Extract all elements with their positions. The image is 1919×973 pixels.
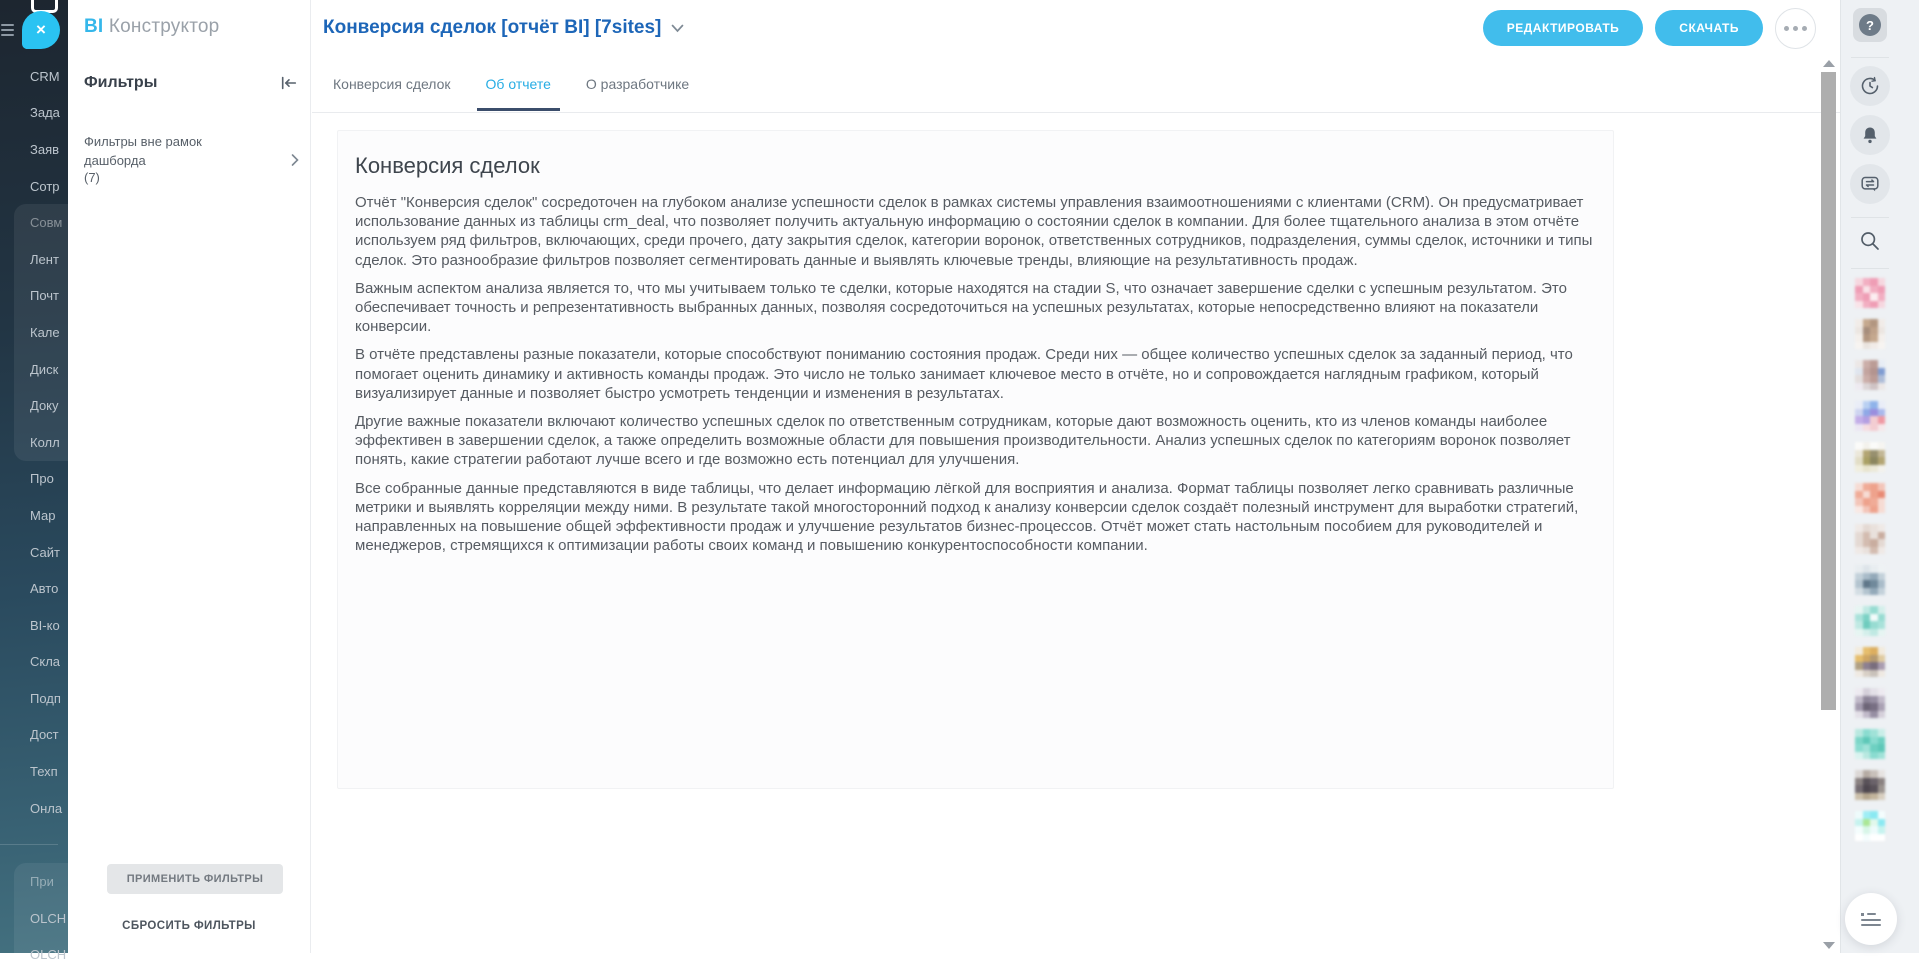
recent-avatars-list xyxy=(1855,278,1885,841)
search-button[interactable] xyxy=(1855,226,1885,256)
sidebar-item[interactable]: Мар xyxy=(30,507,56,523)
help-button[interactable] xyxy=(1853,8,1887,42)
tab-item[interactable]: О разработчике xyxy=(585,76,690,92)
sidebar-item[interactable]: Подп xyxy=(30,690,61,706)
more-actions-button[interactable] xyxy=(1775,8,1816,49)
report-heading: Конверсия сделок xyxy=(355,153,540,178)
list-menu-icon xyxy=(1861,910,1881,929)
help-icon: ? xyxy=(1859,14,1881,36)
sidebar-item[interactable]: При xyxy=(30,874,54,890)
sidebar-item[interactable]: Доку xyxy=(30,398,59,414)
report-paragraph: Отчёт "Конверсия сделок" сосредоточен на глубоком анализе успешности сделок в рамках системы управления взаимоотношениями с клиентами (CRM). Он предусматривает использование данных из таблицы crm_deal, что позволяет получить актуальную информацию о состоянии сделок в компании. Для более тщательного анализа в этом отчёте используем ряд фильтров, включающих, среди прочего, дату закрытия сделок, категории воронок, ответственных сотрудников, подразделения, суммы сделок, источники и типы сделок. Это разнообразие фильтров позволяет сегментировать данные и выявлять ключевые тренды, влияющие на результативность продаж. xyxy=(355,194,1593,269)
chevron-down-icon[interactable] xyxy=(671,24,684,33)
avatar-7[interactable] xyxy=(1855,524,1885,554)
filters-panel-title: Фильтры xyxy=(84,74,158,91)
updates-clock-icon xyxy=(1859,75,1881,97)
sidebar-item[interactable]: OLCH xyxy=(30,910,67,926)
report-paragraphs xyxy=(355,193,1596,555)
bell-icon xyxy=(1860,125,1880,146)
report-title-dropdown[interactable]: Конверсия сделок [отчёт BI] [7sites] xyxy=(323,17,662,38)
sidebar-item[interactable]: Сотр xyxy=(30,178,60,194)
report-card xyxy=(337,130,1614,789)
rail-menu-button[interactable] xyxy=(1845,893,1897,945)
left-app-sidebar xyxy=(0,0,68,963)
main-area xyxy=(312,0,1840,953)
sidebar-divider xyxy=(0,844,58,845)
avatar-10[interactable] xyxy=(1855,647,1885,677)
avatar-3[interactable] xyxy=(1855,360,1885,390)
sidebar-item[interactable]: BI-ко xyxy=(30,617,60,633)
sidebar-item[interactable]: Зада xyxy=(30,105,60,121)
avatar-14[interactable] xyxy=(1855,811,1885,841)
logo-bi: BI xyxy=(84,16,104,37)
sidebar-item[interactable]: Лент xyxy=(30,251,59,267)
rail-divider xyxy=(1851,217,1889,218)
sidebar-item[interactable]: Кале xyxy=(30,324,60,340)
edit-button[interactable]: РЕДАКТИРОВАТЬ xyxy=(1483,10,1644,46)
outer-filters-count: (7) xyxy=(84,170,100,185)
avatar-6[interactable] xyxy=(1855,483,1885,513)
avatar-13[interactable] xyxy=(1855,770,1885,800)
updates-button[interactable] xyxy=(1850,66,1890,106)
notifications-button[interactable] xyxy=(1850,115,1890,155)
avatar-11[interactable] xyxy=(1855,688,1885,718)
sidebar-item[interactable]: Скла xyxy=(30,654,61,670)
collapse-panel-icon[interactable] xyxy=(280,75,298,91)
main-header xyxy=(312,0,1840,56)
avatar-8[interactable] xyxy=(1855,565,1885,595)
sidebar-item[interactable]: Совм xyxy=(30,215,63,231)
sidebar-item[interactable]: Сайт xyxy=(30,544,60,560)
tab-item[interactable]: Конверсия сделок xyxy=(333,76,451,92)
sidebar-item[interactable]: CRM xyxy=(30,68,60,84)
avatar-1[interactable] xyxy=(1855,278,1885,308)
sidebar-item[interactable]: Почт xyxy=(30,288,60,304)
sidebar-item[interactable]: Диск xyxy=(30,361,59,377)
avatar-2[interactable] xyxy=(1855,319,1885,349)
reset-filters-button[interactable]: СБРОСИТЬ ФИЛЬТРЫ xyxy=(122,920,256,932)
chevron-right-icon xyxy=(290,134,300,185)
avatar-9[interactable] xyxy=(1855,606,1885,636)
sidebar-item[interactable]: Заяв xyxy=(30,141,60,157)
close-menu-button[interactable]: × xyxy=(22,11,60,49)
rail-divider xyxy=(1851,57,1889,58)
report-paragraph: Важным аспектом анализа является то, что мы учитываем только те сделки, которые находятся на стадии S, что означает завершение сделки с успешным результатом. Это обеспечивает точность и репрезентативность выбранных данных, позволяя сосредоточиться на успешных результатах, которые непосредственно влияют на показатели конверсии. xyxy=(355,279,1567,336)
avatar-12[interactable] xyxy=(1855,729,1885,759)
avatar-5[interactable] xyxy=(1855,442,1885,472)
outer-filters-row[interactable] xyxy=(84,132,300,185)
hamburger-menu-icon[interactable] xyxy=(1,21,14,39)
rail-divider xyxy=(1851,268,1889,269)
main-scrollbar[interactable] xyxy=(1820,55,1838,953)
scroll-up-arrow[interactable] xyxy=(1823,60,1835,67)
scroll-down-arrow[interactable] xyxy=(1823,942,1835,949)
outer-filters-label: Фильтры вне рамок дашборда xyxy=(84,134,202,168)
sidebar-item[interactable]: Техп xyxy=(30,764,58,780)
sidebar-nav xyxy=(0,58,68,973)
tab-bar xyxy=(312,56,1840,113)
apply-filters-button[interactable]: ПРИМЕНИТЬ ФИЛЬТРЫ xyxy=(107,864,283,894)
report-paragraph: В отчёте представлены разные показатели, которые способствуют пониманию состояния продаж. Среди них — общее количество успешных сделок за заданный период, что помогает оценить динамику и активность команды продаж. Это число не только занимает ключевое место в отчёте, но и сопровождается наглядным графиком, который визуализирует данные и позволяет быстро усмотреть тенденции и изменения в результатах. xyxy=(355,346,1573,402)
logo-text: Конструктор xyxy=(108,16,220,37)
avatar-4[interactable] xyxy=(1855,401,1885,431)
filters-panel xyxy=(68,0,311,953)
sidebar-item[interactable]: Онла xyxy=(30,800,63,816)
tab-active[interactable]: Об отчете xyxy=(485,76,551,92)
download-button[interactable]: СКАЧАТЬ xyxy=(1655,10,1763,46)
report-paragraph: Все собранные данные представляются в виде таблицы, что делает информацию лёгкой для восприятия и анализа. Формат таблицы позволяет легко сравнивать различные метрики и выявлять корреляции между ними. В результате такой многосторонний подход к анализу конверсии сделок создаёт полезный инструмент для выработки стратегий, направленных на повышение общей эффективности продаж и улучшение результатов бизнес-процессов. Отчёт может стать настольным пособием для руководителей и менеджеров, стремящихся к оптимизации работы своих команд и повышению конкурентоспособности компании. xyxy=(355,479,1579,555)
sidebar-item[interactable]: Дост xyxy=(30,727,59,743)
report-paragraph: Другие важные показатели включают количество успешных сделок по ответственным сотрудникам, которые дают возможность оценить, кто из членов команды наиболее эффективен в завершении сделок, а также определить возможные области для повышения производительности. Анализ успешных сделок по категориям воронок позволяет понять, какие стратегии работают лучше всего и где возможно есть потенциал для улучшения. xyxy=(355,413,1571,469)
sidebar-item[interactable]: Про xyxy=(30,471,54,487)
right-rail xyxy=(1840,0,1919,953)
scrollbar-thumb[interactable] xyxy=(1821,72,1836,710)
sidebar-item[interactable]: Авто xyxy=(30,581,59,597)
sidebar-item[interactable]: OLCH xyxy=(30,947,67,963)
sidebar-item[interactable]: Колл xyxy=(30,434,60,450)
messenger-button[interactable] xyxy=(1850,164,1890,204)
search-icon xyxy=(1858,229,1882,253)
messenger-icon xyxy=(1859,173,1881,195)
bi-constructor-logo xyxy=(84,16,219,38)
